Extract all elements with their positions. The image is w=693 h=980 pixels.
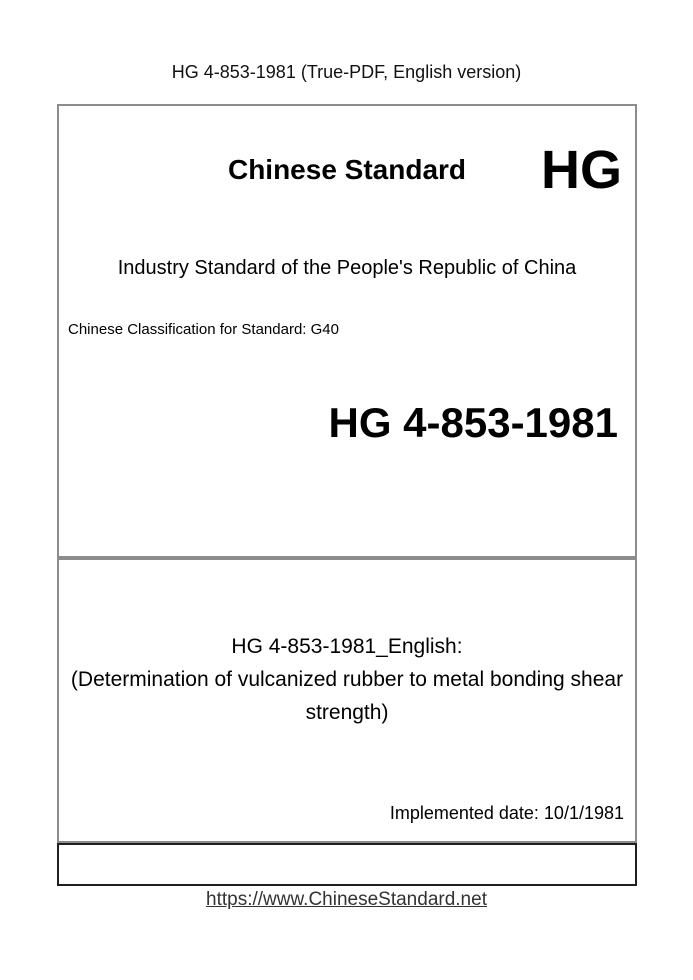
document-header-title: HG 4-853-1981 (True-PDF, English version)	[171, 62, 522, 82]
implemented-date: Implemented date: 10/1/1981	[389, 803, 624, 823]
document-title-panel	[57, 558, 637, 843]
empty-footer-box	[57, 843, 637, 886]
footer	[0, 888, 693, 911]
document-title	[59, 630, 635, 729]
brand-title: Chinese Standard	[227, 154, 467, 185]
standard-number: HG 4-853-1981	[328, 399, 618, 446]
doc-title-line-2: (Determination of vulcanized rubber to metal bonding shear	[70, 668, 624, 691]
site-link[interactable]: https://www.ChineseStandard.net	[206, 889, 487, 910]
issuer-line: Industry Standard of the People's Republic of China	[117, 257, 577, 279]
doc-title-line-3: strength)	[305, 701, 389, 724]
standard-info-panel	[57, 104, 637, 558]
classification-line: Chinese Classification for Standard: G40	[68, 321, 339, 338]
doc-title-line-1: HG 4-853-1981_English:	[231, 635, 463, 658]
hg-logo: HG	[541, 140, 622, 200]
